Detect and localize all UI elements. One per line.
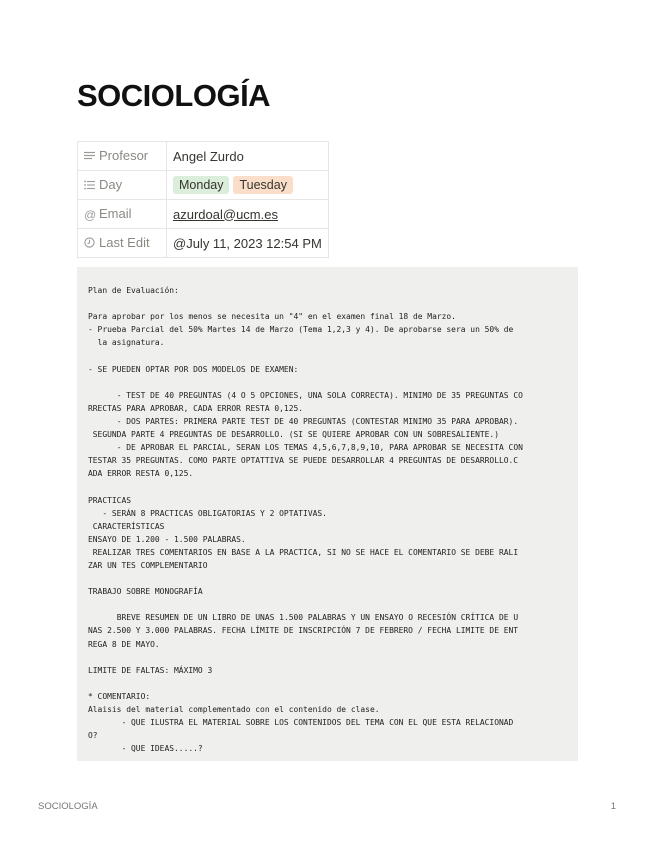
code-block[interactable]: [77, 267, 578, 761]
property-row-email: [78, 200, 329, 229]
property-key-day: [78, 171, 167, 200]
clock-icon: [84, 236, 96, 251]
profesor-value[interactable]: Angel Zurdo: [167, 142, 329, 171]
code-text: Plan de Evaluación: Para aprobar por los menos se necesita un "4" en el examen final 18 de Marzo. - Prueba Parcial del 50% Martes 14 de Marzo (Tema 1,2,3 y 4). De aprobarse sera un 50% de la asignatura. - SE PUEDEN OPTAR POR DOS MODELOS DE EXAMEN: - TEST DE 40 PREGUNTAS (4 O 5 OPCIONES, UNA SOLA CORRECTA). MINIMO DE 35 PREGUNTAS CO RRECTAS PARA APROBAR, CADA ERROR RESTA 0,125. - DOS PARTES: PRIMERA PARTE TEST DE 40 PREGUNTAS (CONTESTAR MINIMO 35 PARA APROBAR). SEGUNDA PARTE 4 PREGUNTAS DE DESARROLLO. (SI SE QUIERE APROBAR CON UN SOBRESALIENTE.) - DE APROBAR EL PARCIAL, SERAN LOS TEMAS 4,5,6,7,8,9,10, PARA APROBAR SE NECESITA CON TESTAR 35 PREGUNTAS. COMO PARTE OPTATTIVA SE PUEDE DESARROLLAR 4 PREGUNTAS DE DESARROLLO.C ADA ERROR RESTA 0,125. PRACTICAS - SERÁN 8 PRACTICAS OBLIGATORIAS Y 2 OPTATIVAS. CARACTERÍSTICAS ENSAYO DE 1.200 - 1.500 PALABRAS. REALIZAR TRES COMENTARIOS EN BASE A LA PRACTICA, SI NO SE HACE EL COMENTARIO SE DEBE RALI ZAR UN TES COMPLEMENTARIO TRABAJO SOBRE MONOGRAFÍA BREVE RESUMEN DE UN LIBRO DE UNAS 1.500 PALABRAS Y UN ENSAYO O RECESIÓN CRÍTICA DE U NAS 2.500 Y 3.000 PALABRAS. FECHA LÍMITE DE INSCRIPCIÓN 7 DE FEBRERO / FECHA LIMITE DE ENT REGA 8 DE MAYO. LIMITE DE FALTAS: MÁXIMO 3 * COMENTARIO: Alaisis del material complementado con el contenido de clase. - QUE ILUSTRA EL MATERIAL SOBRE LOS CONTENIDOS DEL TEMA CON EL QUE ESTA RELACIONAD O? - QUE IDEAS.....?: [88, 286, 523, 754]
property-row-profesor: [78, 142, 329, 171]
day-value[interactable]: [167, 171, 329, 200]
day-tag-monday[interactable]: Monday: [173, 176, 229, 194]
last-edit-value: @July 11, 2023 12:54 PM: [167, 229, 329, 258]
property-key-label: Profesor: [99, 148, 149, 163]
at-icon: @: [84, 208, 97, 222]
property-key-email: [78, 200, 167, 229]
property-row-day: [78, 171, 329, 200]
footer-page-number: 1: [610, 801, 616, 812]
property-row-last-edit: [78, 229, 329, 258]
text-lines-icon: [84, 149, 96, 164]
list-icon: [84, 178, 96, 193]
property-key-label: Email: [99, 206, 132, 221]
page-title: SOCIOLOGÍA: [77, 78, 271, 113]
property-key-label: Day: [99, 177, 123, 192]
property-key-last-edit: [78, 229, 167, 258]
property-key-label: Last Edit: [99, 235, 150, 250]
email-link[interactable]: azurdoal@ucm.es: [173, 206, 278, 222]
day-tag-tuesday[interactable]: Tuesday: [233, 176, 292, 194]
property-key-profesor: [78, 142, 167, 171]
properties-table: [77, 141, 329, 258]
email-value[interactable]: [167, 200, 329, 229]
footer-title: SOCIOLOGÍA: [38, 801, 98, 812]
